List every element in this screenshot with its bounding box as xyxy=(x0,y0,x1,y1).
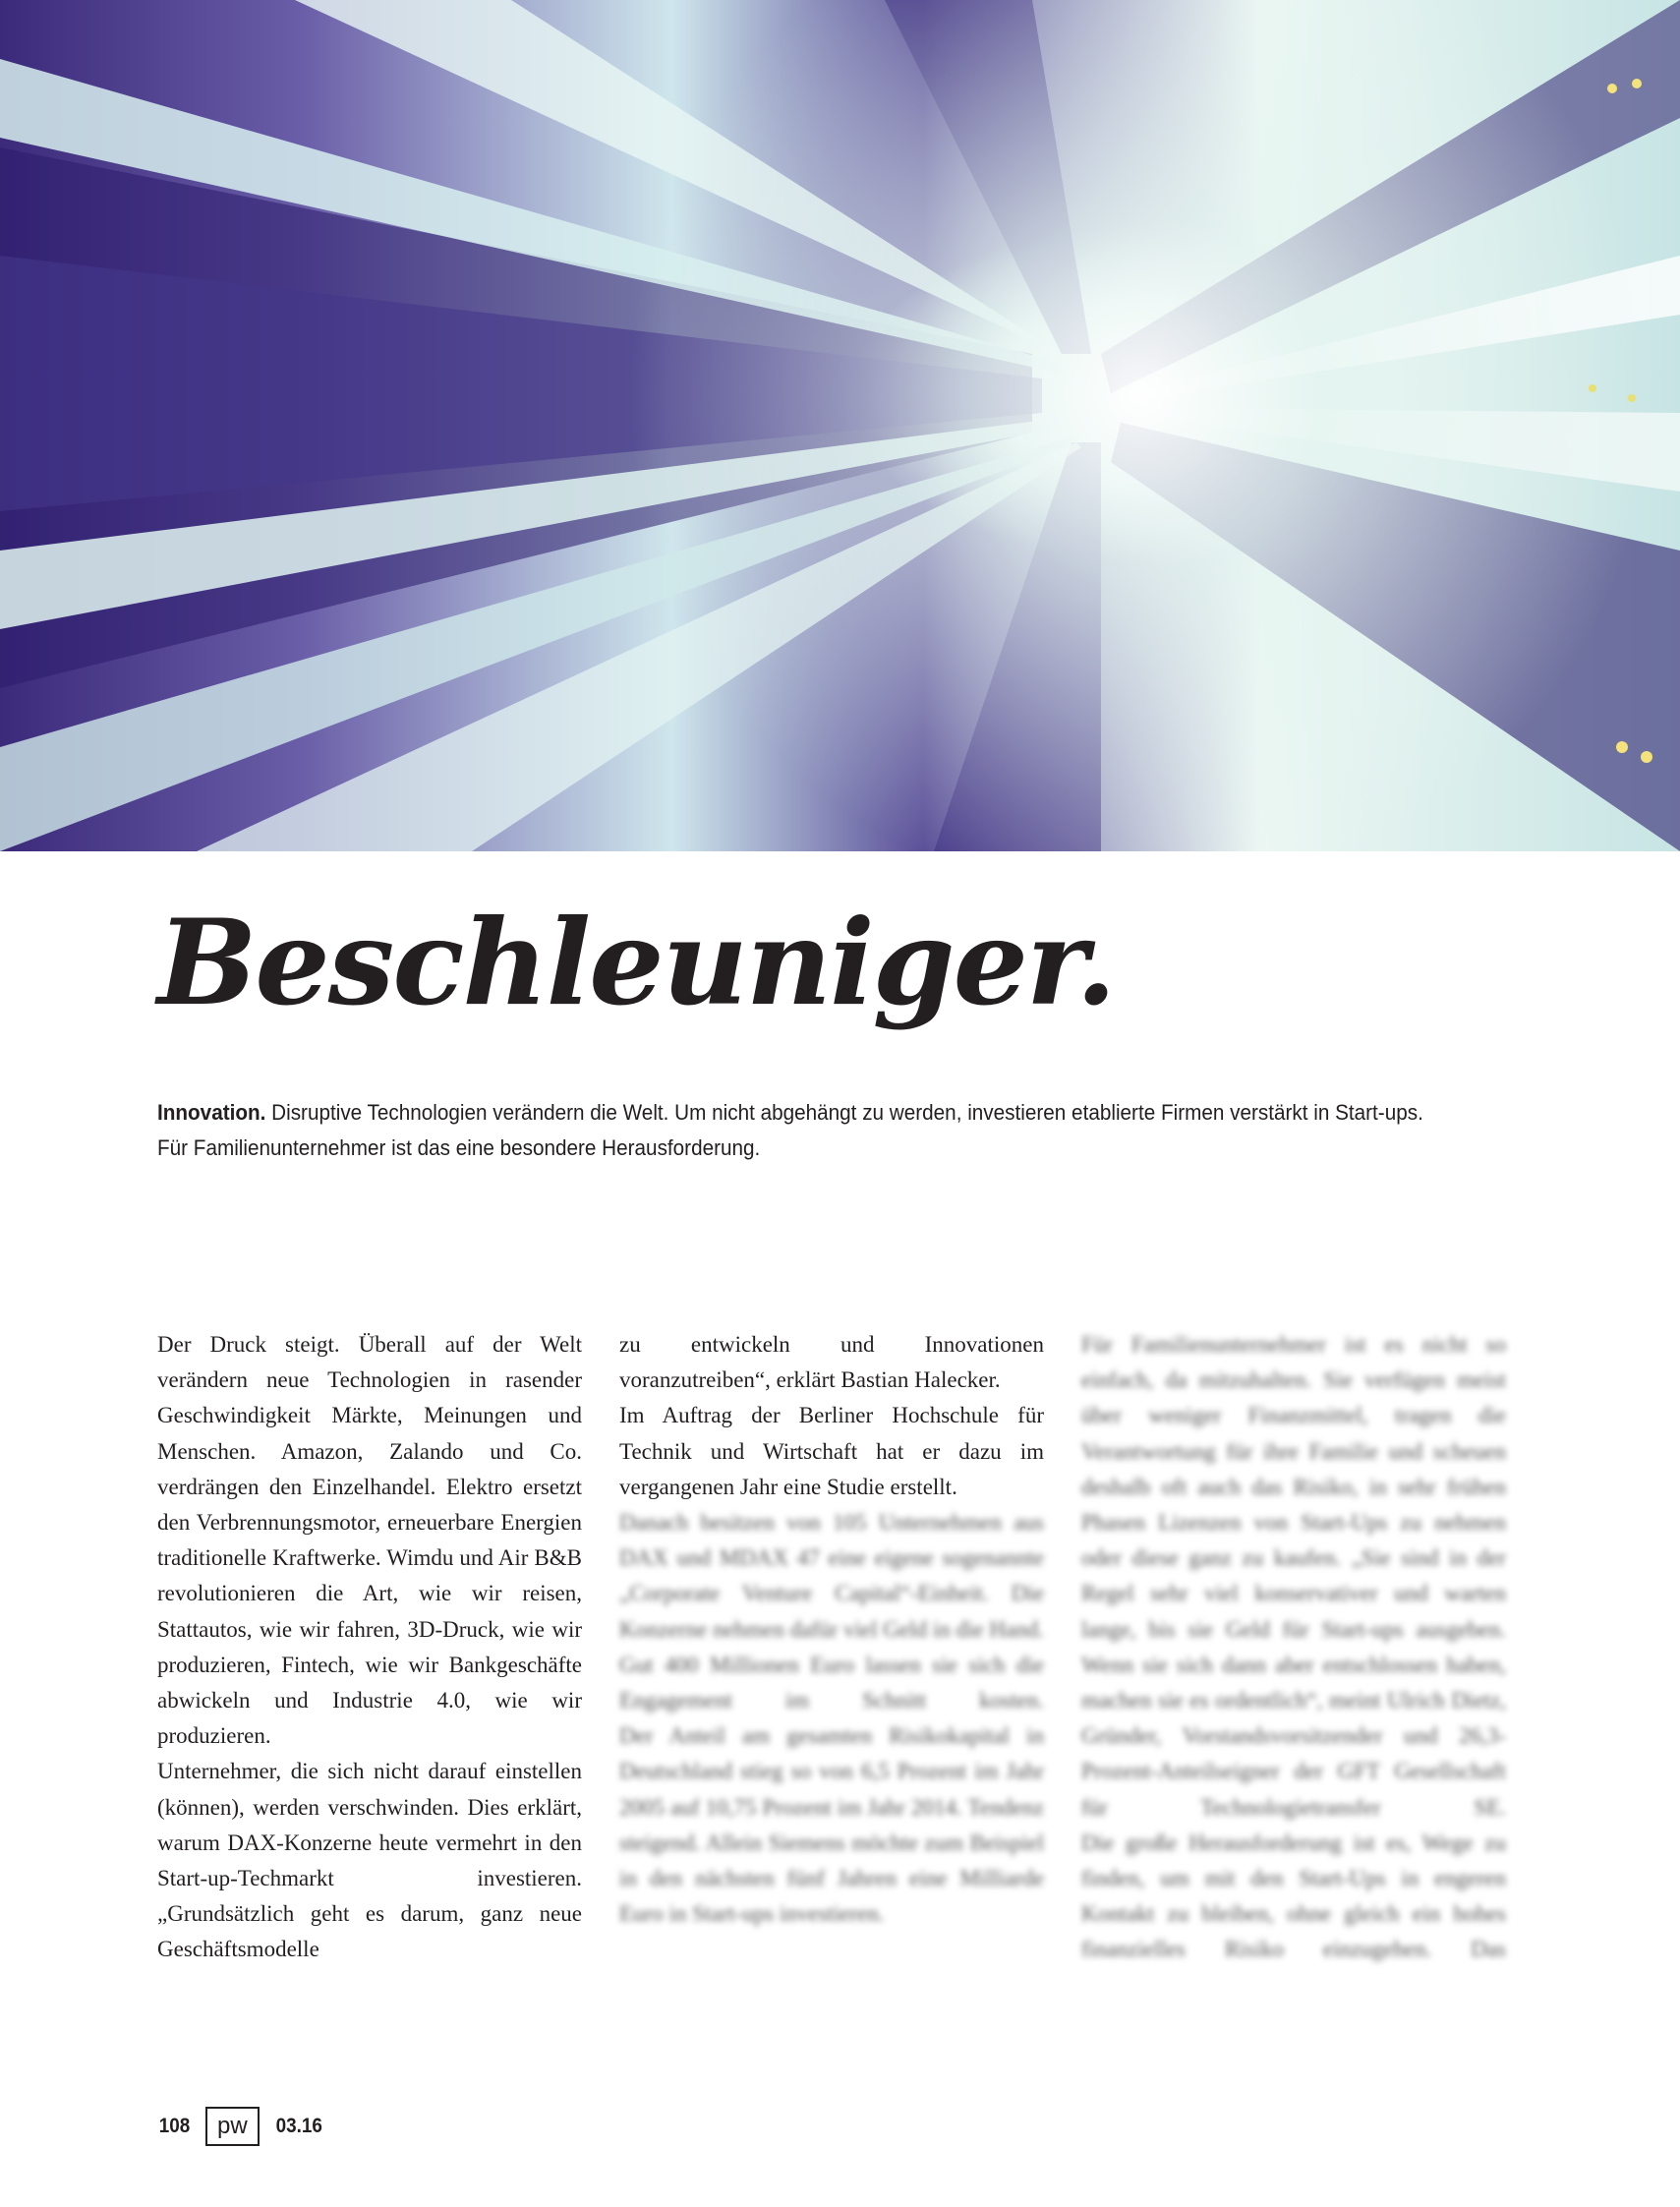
hero-image xyxy=(0,0,1680,851)
body-column-2 xyxy=(619,1327,1044,1932)
lead-text: Disruptive Technologien verändern die Welt. Um nicht abgehängt zu werden, investieren etablierte Firmen verstärkt in Start-ups. Für Familienunternehmer ist das eine besondere Herausforderung. xyxy=(157,1100,1423,1160)
body-paragraph: Unternehmer, die sich nicht darauf einstellen (können), werden verschwinden. Dies erklärt, warum DAX-Konzerne heute vermehrt in den Start-up-Techmarkt investieren. „Grundsätzlich geht es darum, ganz neue Geschäftsmodelle xyxy=(157,1759,582,1962)
body-column-3 xyxy=(1081,1327,1506,1968)
magazine-logo: pw xyxy=(205,2107,260,2146)
issue-number: 03.16 xyxy=(275,2115,322,2137)
article-lead xyxy=(157,1095,1423,1166)
blurred-paragraph: Danach besitzen von 105 Unternehmen aus DAX und MDAX 47 eine eigene sogenannte „Corporate Venture Capital“-Einheit. Die Konzerne nehmen dafür viel Geld in die Hand. Gut 400 Millionen Euro lassen sie sich die Engagement im Schnitt kosten. xyxy=(619,1510,1044,1713)
body-paragraph: Im Auftrag der Berliner Hochschule für Technik und Wirtschaft hat er dazu im vergangenen Jahr eine Studie erstellt. xyxy=(619,1403,1044,1499)
blurred-paragraph: Die große Herausforderung ist es, Wege zu finden, um mit den Start-Ups in engeren Kontakt zu bleiben, ohne gleich ein hohes finanzielles Risiko einzugehen. Das xyxy=(1081,1829,1506,1962)
body-paragraph: Der Druck steigt. Überall auf der Welt verändern neue Technologien in rasender Geschwindigkeit Märkte, Meinungen und Menschen. Amazon, Zalando und Co. verdrängen den Einzelhandel. Elektro ersetzt den Verbrennungsmotor, erneuerbare Energien traditionelle Kraftwerke. Wimdu und Air B&B revolutionieren die Art, wie wir reisen, Stattautos, wie wir fahren, 3D-Druck, wie wir produzieren, Fintech, wie wir Bankgeschäfte abwickeln und Industrie 4.0, wie wir produzieren. xyxy=(157,1332,582,1749)
blurred-paragraph: Für Familienunternehmer ist es nicht so einfach, da mitzuhalten. Sie verfügen meist über weniger Finanzmittel, tragen die Verantwortung für ihre Familie und scheuen deshalb oft auch das Risiko, in sehr frühen Phasen Lizenzen von Start-Ups zu nehmen oder diese ganz zu kaufen. „Sie sind in der Regel sehr viel konservativer und warten lange, bis sie Geld für Start-ups ausgeben. Wenn sie sich dann aber entschlossen haben, machen sie es ordentlich“, meint Ulrich Dietz, Gründer, Vorstandsvorsitzender und 26,3-Prozent-Anteilseigner der GFT Gesellschaft für Technologietransfer SE. xyxy=(1081,1332,1506,1820)
blurred-paragraph: Der Anteil am gesamten Risikokapital in Deutschland stieg so von 6,5 Prozent im Jahr 2005 auf 10,75 Prozent im Jahr 2014. Tendenz steigend. Allein Siemens möchte zum Beispiel in den nächsten fünf Jahren eine Milliarde Euro in Start-ups investieren. xyxy=(619,1723,1044,1927)
page-number: 108 xyxy=(158,2115,191,2137)
body-paragraph: zu entwickeln und Innovationen voranzutreiben“, erklärt Bastian Halecker. xyxy=(619,1332,1044,1393)
lead-kicker: Innovation. xyxy=(157,1100,266,1125)
body-column-1 xyxy=(157,1327,582,1968)
article-title: Beschleuniger. xyxy=(157,894,1115,1032)
blurred-text-block xyxy=(619,1505,1044,1932)
light-tunnel-graphic xyxy=(0,0,1680,851)
page-footer xyxy=(157,2107,324,2146)
